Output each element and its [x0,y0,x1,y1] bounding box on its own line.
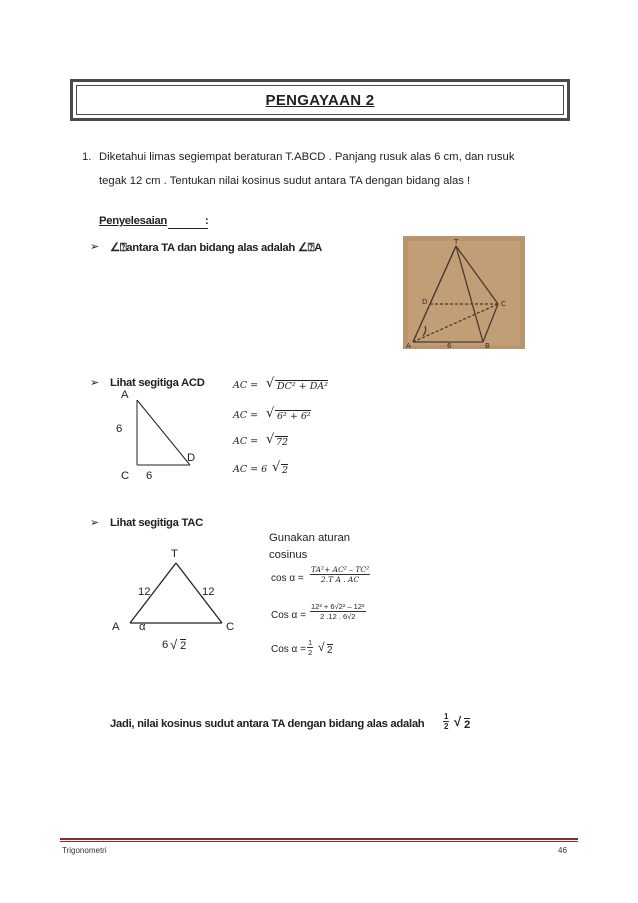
title-inner-frame [76,85,564,115]
sqrt-icon: √ [266,406,275,421]
acd-step4-rhs: 2 [282,465,289,476]
problem-line-1: Diketahui limas segiempat beraturan T.ABCD . Panjang rusuk alas 6 cm, dan rusuk [99,151,515,163]
acd-vertex-d: D [187,452,196,464]
footer-left: Trigonometri [62,846,107,855]
cosine-l3-fraction [307,638,313,657]
tac-side-left: 12 [138,586,151,598]
bullet2-text: Lihat segitiga ACD [110,377,205,389]
cosine-l3-lhs: Cos α = [271,644,306,655]
photo-label-t: T [454,238,459,246]
pyramid-sketch [403,236,525,349]
cosine-intro-2: cosinus [269,549,308,561]
bullet1-text: ∠⍰antara TA dan bidang alas adalah ∠⍰A [110,242,322,254]
problem-number: 1. [82,151,92,163]
cosine-l2-fraction [310,602,366,621]
cosine-l3-root: 2 [327,645,333,656]
acd-step2-rhs: 6² + 6² [277,411,311,422]
photo-label-six: 6 [447,342,452,349]
acd-step3-lhs: AC = [233,436,259,447]
photo-label-a: A [406,342,411,349]
acd-step2-lhs: AC = [233,410,259,421]
conclusion-num: 1 [444,712,449,721]
pyramid-photo [403,236,525,349]
conclusion-text: Jadi, nilai kosinus sudut antara TA dengan bidang alas adalah [110,718,425,730]
page-number: 46 [558,846,567,855]
tac-vertex-c: C [226,621,235,633]
cosine-intro-1: Gunakan aturan [269,532,351,544]
acd-side-left: 6 [116,423,123,435]
conclusion-root: 2 [464,719,470,731]
tac-vertex-t: T [171,548,178,560]
tac-vertex-a: A [112,621,120,633]
acd-step4-lhs: AC = 6 [233,464,268,475]
tac-angle-alpha: α [139,621,146,633]
bullet-arrow-icon: ➢ [90,376,100,389]
cosine-l1-num: TA²+ AC² – TC² [311,565,370,574]
acd-side-bottom: 6 [146,470,153,482]
cosine-l3-num: 1 [308,638,313,647]
sqrt-icon: √ [266,432,275,447]
bullet-arrow-icon: ➢ [90,240,100,253]
photo-label-b: B [485,342,490,349]
footer-rule-thin [60,841,578,842]
photo-label-c: C [501,300,506,308]
tac-base-coef: 6 [162,639,169,651]
title-box [70,79,570,121]
tac-side-right: 12 [202,586,215,598]
tac-base-root: 2 [180,640,187,652]
photo-label-d: D [422,298,428,306]
acd-step1-lhs: AC = [233,380,259,391]
cosine-l1-fraction [310,565,370,584]
page-title: PENGAYAAN 2 [265,91,375,109]
acd-vertex-a: A [121,389,129,401]
bullet3-text: Lihat segitiga TAC [110,517,203,529]
bullet-arrow-icon: ➢ [90,516,100,529]
cosine-l2-lhs: Cos α = [271,610,306,621]
cosine-l2-den: 2 .12 . 6√2 [320,612,356,621]
conclusion-fraction [443,712,449,731]
cosine-l2-num: 12² + 6√2² – 12² [311,602,365,611]
conclusion-den: 2 [444,722,449,731]
cosine-l3-den: 2 [308,648,313,657]
sqrt-icon: √ [454,714,461,729]
cosine-l1-lhs: cos α = [271,573,304,584]
acd-step1-rhs: DC² + DA² [277,381,328,392]
solution-underline [168,215,208,229]
cosine-l1-den: 2.T A . AC [320,575,360,584]
problem-line-2: tegak 12 cm . Tentukan nilai kosinus sudut antara TA dengan bidang alas ! [99,175,471,187]
sqrt-icon: √ [266,376,275,391]
footer-rule [60,838,578,840]
sqrt-icon: √ [272,460,281,475]
solution-colon: : [205,215,209,227]
solution-label: Penyelesaian [99,215,167,227]
sqrt-icon: √ [318,640,325,654]
acd-vertex-c: C [121,470,130,482]
sqrt-icon: √ [170,637,178,652]
acd-step3-rhs: 72 [276,437,289,448]
